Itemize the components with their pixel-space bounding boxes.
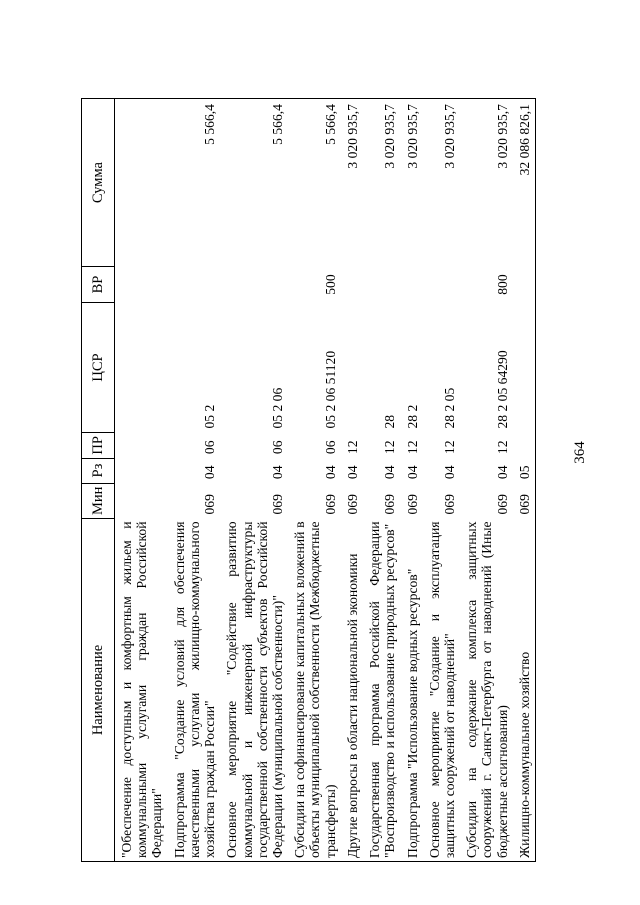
row-vr <box>513 267 536 303</box>
row-name: Другие вопросы в области национальной экономики <box>341 519 363 862</box>
row-vr <box>423 267 460 303</box>
table-header-row <box>82 99 115 862</box>
header-sum: Сумма <box>82 99 115 267</box>
table-row <box>220 99 288 862</box>
row-min: 069 <box>322 494 338 515</box>
row-name: Субсидии на софинансирование капитальных вложений в объекты муниципальной собственности (Межбюджетные трансферты) <box>288 519 341 862</box>
row-min: 069 <box>344 494 360 515</box>
row-sum: 3 020 935,7 <box>460 99 513 267</box>
row-rz: 04 <box>382 465 398 480</box>
row-csr: 28 2 05 <box>441 387 457 429</box>
row-name: Подпрограмма "Использование водных ресурсов" <box>401 519 423 862</box>
row-pr <box>115 433 168 459</box>
row-sum: 3 020 935,7 <box>401 99 423 267</box>
row-name: Государственная программа Российской Федерации "Воспроизводство и использование природных ресурсов" <box>363 519 400 862</box>
row-pr: 12 <box>404 440 420 455</box>
row-vr: 500 <box>322 274 338 295</box>
row-rz: 04 <box>441 465 457 480</box>
row-rz: 04 <box>404 465 420 480</box>
row-vr <box>115 267 168 303</box>
row-pr: 12 <box>344 440 360 455</box>
row-pr: 06 <box>202 440 218 455</box>
row-name: Субсидии на содержание комплекса защитных сооружений г. Санкт-Петербурга от наводнений (Иные бюджетные ассигнования) <box>460 519 513 862</box>
row-pr: 06 <box>322 440 338 455</box>
row-min: 069 <box>269 494 285 515</box>
row-pr: 06 <box>269 440 285 455</box>
row-vr <box>341 267 363 303</box>
row-min: 069 <box>513 483 536 518</box>
row-min: 069 <box>494 494 510 515</box>
row-sum <box>115 99 168 267</box>
row-rz <box>115 458 168 483</box>
table-row <box>341 99 363 862</box>
table-row <box>423 99 460 862</box>
table-row <box>168 99 221 862</box>
table-row <box>401 99 423 862</box>
row-sum: 3 020 935,7 <box>423 99 460 267</box>
row-name: Основное мероприятие "Создание и эксплуатация защитных сооружений от наводнений" <box>423 519 460 862</box>
header-min: Мин <box>82 483 115 518</box>
row-rz: 04 <box>322 465 338 480</box>
row-rz: 04 <box>202 465 218 480</box>
table-row <box>460 99 513 862</box>
row-vr <box>363 267 400 303</box>
row-vr <box>401 267 423 303</box>
row-rz: 04 <box>269 465 285 480</box>
row-min: 069 <box>404 494 420 515</box>
row-pr <box>513 433 536 459</box>
row-pr: 12 <box>441 440 457 455</box>
row-csr <box>513 303 536 433</box>
row-sum: 32 086 826,1 <box>513 99 536 267</box>
row-vr <box>168 267 221 303</box>
table-row <box>363 99 400 862</box>
row-name: Подпрограмма "Создание условий для обеспечения качественными услугами жилищно-коммунального хозяйства граждан России" <box>168 519 221 862</box>
row-min <box>115 483 168 518</box>
row-csr: 28 2 05 64290 <box>494 350 510 429</box>
row-vr <box>220 267 288 303</box>
row-csr <box>115 303 168 433</box>
table-row <box>513 99 536 862</box>
page-number: 364 <box>572 441 588 464</box>
row-min: 069 <box>441 494 457 515</box>
row-csr <box>341 303 363 433</box>
table-row <box>115 99 168 862</box>
header-pr: ПР <box>82 433 115 459</box>
row-csr: 05 2 06 51120 <box>322 350 338 429</box>
row-pr: 12 <box>494 440 510 455</box>
row-name: "Обеспечение доступным и комфортным жильем и коммунальными услугами граждан Российской Федерации" <box>115 519 168 862</box>
row-rz: 05 <box>513 458 536 483</box>
row-name: Основное мероприятие "Содействие развитию коммунальной и инженерной инфраструктуры государственной собственности субъектов Российской Федерации (муниципальной собственности)" <box>220 519 288 862</box>
row-sum: 5 566,4 <box>288 99 341 267</box>
header-name: Наименование <box>82 519 115 862</box>
row-name: Жилищно-коммунальное хозяйство <box>513 519 536 862</box>
row-csr: 05 2 06 <box>269 387 285 429</box>
row-min: 069 <box>382 494 398 515</box>
header-vr: ВР <box>82 267 115 303</box>
row-csr: 28 2 <box>404 404 420 429</box>
row-min: 069 <box>202 494 218 515</box>
row-csr: 05 2 <box>202 404 218 429</box>
row-sum: 3 020 935,7 <box>341 99 363 267</box>
table-row <box>288 99 341 862</box>
header-rz: Рз <box>82 458 115 483</box>
budget-table <box>81 98 536 862</box>
row-vr: 800 <box>494 274 510 295</box>
row-sum: 5 566,4 <box>168 99 221 267</box>
row-rz: 04 <box>344 465 360 480</box>
header-csr: ЦСР <box>82 303 115 433</box>
row-pr: 12 <box>382 440 398 455</box>
row-sum: 5 566,4 <box>220 99 288 267</box>
row-sum: 3 020 935,7 <box>363 99 400 267</box>
row-rz: 04 <box>494 465 510 480</box>
row-csr: 28 <box>382 414 398 429</box>
